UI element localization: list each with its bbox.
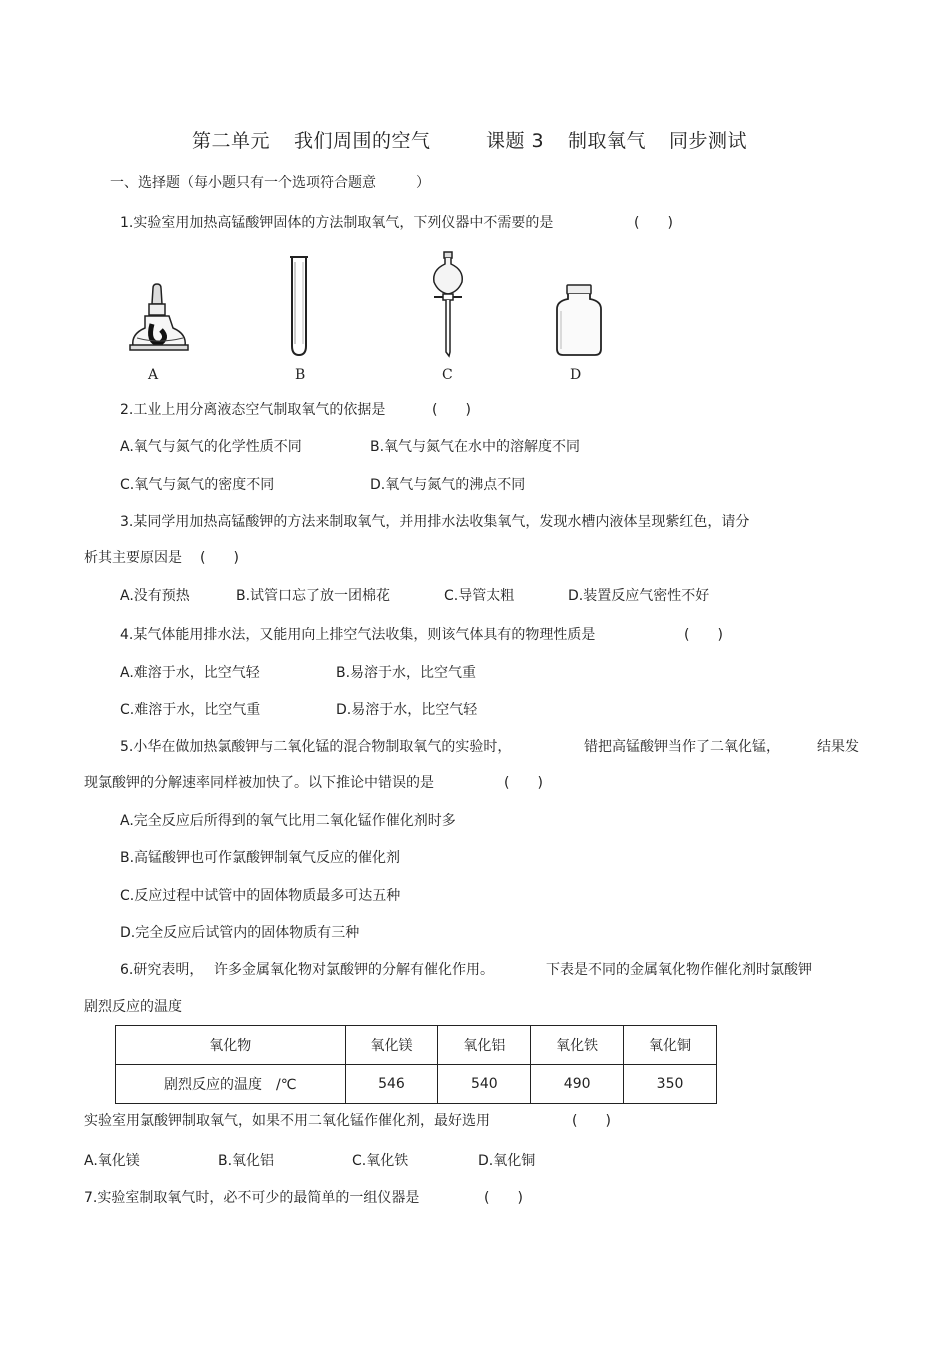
q5-stem-line1-part1: 5.小华在做加热氯酸钾与二氧化锰的混合物制取氧气的实验时， xyxy=(120,739,512,755)
q5-option-c: C.反应过程中试管中的固体物质最多可达五种 xyxy=(120,888,401,904)
q3-stem-line1: 3.某同学用加热高锰酸钾的方法来制取氧气，并用排水法收集氧气，发现水槽内液体呈现紫红色，请分 xyxy=(120,514,750,530)
table-row xyxy=(116,1065,717,1104)
test-tube-icon xyxy=(287,254,311,358)
q3-option-d: D.装置反应气密性不好 xyxy=(568,588,710,604)
table-header-row xyxy=(116,1026,717,1065)
q2-option-b: B.氧气与氮气在水中的溶解度不同 xyxy=(370,439,581,455)
q5-option-d: D.完全反应后试管内的固体物质有三种 xyxy=(120,925,360,941)
q2-option-a: A.氧气与氮气的化学性质不同 xyxy=(120,439,302,455)
q5-option-a: A.完全反应后所得到的氧气比用二氧化锰作催化剂时多 xyxy=(120,813,456,829)
q6-option-c: C.氧化铁 xyxy=(352,1153,409,1169)
q2-option-d: D.氧气与氮气的沸点不同 xyxy=(370,477,526,493)
table-cell: 350 xyxy=(624,1065,717,1104)
q1-stem: 1.实验室用加热高锰酸钾固体的方法制取氧气，下列仪器中不需要的是 xyxy=(120,215,554,231)
q6-option-b: B.氧化铝 xyxy=(218,1153,275,1169)
q5-option-b: B.高锰酸钾也可作氯酸钾制氧气反应的催化剂 xyxy=(120,850,401,866)
q3-stem-line2: 析其主要原因是 xyxy=(84,550,182,566)
q5-stem-line2: 现氯酸钾的分解速率同样被加快了。以下推论中错误的是 xyxy=(84,775,434,791)
gas-jar-icon xyxy=(555,283,603,357)
table-header-cell: 氧化物 xyxy=(116,1026,346,1065)
q6-answer-paren: ( ) xyxy=(572,1113,611,1129)
title-lesson: 课题 3 xyxy=(486,130,545,152)
q3-option-b: B.试管口忘了放一团棉花 xyxy=(236,588,391,604)
title-suffix: 同步测试 xyxy=(669,130,748,152)
section-heading: 一、选择题（每小题只有一个选项符合题意 xyxy=(110,175,376,191)
q3-option-a: A.没有预热 xyxy=(120,588,190,604)
q2-answer-paren: ( ) xyxy=(432,402,471,418)
q1-label-a: A xyxy=(148,367,159,383)
table-header-cell: 氧化铜 xyxy=(624,1026,717,1065)
q4-answer-paren: ( ) xyxy=(684,627,723,643)
q2-option-c: C.氧气与氮气的密度不同 xyxy=(120,477,275,493)
q6-followup: 实验室用氯酸钾制取氧气，如果不用二氧化锰作催化剂，最好选用 xyxy=(84,1113,490,1129)
section-heading-close: ） xyxy=(416,175,430,191)
q6-stem-line2: 剧烈反应的温度 xyxy=(84,999,182,1015)
q4-option-c: C.难溶于水，比空气重 xyxy=(120,702,261,718)
table-row-label: 剧烈反应的温度 /℃ xyxy=(116,1065,346,1104)
q5-stem-line1-part2: 错把高锰酸钾当作了二氧化锰， xyxy=(584,739,780,755)
q3-option-c: C.导管太粗 xyxy=(444,588,515,604)
q7-answer-paren: ( ) xyxy=(484,1190,523,1206)
q7-stem: 7.实验室制取氧气时，必不可少的最简单的一组仪器是 xyxy=(84,1190,420,1206)
table-cell: 540 xyxy=(438,1065,531,1104)
title-unit-name: 我们周围的空气 xyxy=(294,130,431,152)
q3-answer-paren: ( ) xyxy=(200,550,239,566)
table-cell: 546 xyxy=(345,1065,438,1104)
q6-stem-line1-part3: 下表是不同的金属氧化物作催化剂时氯酸钾 xyxy=(546,962,812,978)
q4-option-b: B.易溶于水，比空气重 xyxy=(336,665,477,681)
q6-stem-line1-part2: 许多金属氧化物对氯酸钾的分解有催化作用。 xyxy=(214,962,494,978)
table-cell: 490 xyxy=(531,1065,624,1104)
table-header-cell: 氧化铁 xyxy=(531,1026,624,1065)
q6-option-a: A.氧化镁 xyxy=(84,1153,140,1169)
q5-answer-paren: ( ) xyxy=(504,775,543,791)
title-unit: 第二单元 xyxy=(192,130,271,152)
q2-stem: 2.工业上用分离液态空气制取氧气的依据是 xyxy=(120,402,386,418)
table-header-cell: 氧化镁 xyxy=(345,1026,438,1065)
q1-label-c: C xyxy=(442,367,453,383)
title-lesson-name: 制取氧气 xyxy=(568,130,647,152)
table-header-cell: 氧化铝 xyxy=(438,1026,531,1065)
q5-stem-line1-part3: 结果发 xyxy=(817,739,859,755)
q6-option-d: D.氧化铜 xyxy=(478,1153,536,1169)
q4-option-d: D.易溶于水，比空气轻 xyxy=(336,702,478,718)
catalyst-temperature-table xyxy=(115,1025,717,1104)
alcohol-lamp-icon xyxy=(125,282,193,360)
q1-answer-paren: ( ) xyxy=(634,215,673,231)
separatory-funnel-icon xyxy=(428,250,468,358)
q4-stem: 4.某气体能用排水法，又能用向上排空气法收集，则该气体具有的物理性质是 xyxy=(120,627,596,643)
q1-label-d: D xyxy=(570,367,582,383)
q1-label-b: B xyxy=(295,367,306,383)
q6-stem-line1-part1: 6.研究表明， xyxy=(120,962,204,978)
q4-option-a: A.难溶于水，比空气轻 xyxy=(120,665,260,681)
